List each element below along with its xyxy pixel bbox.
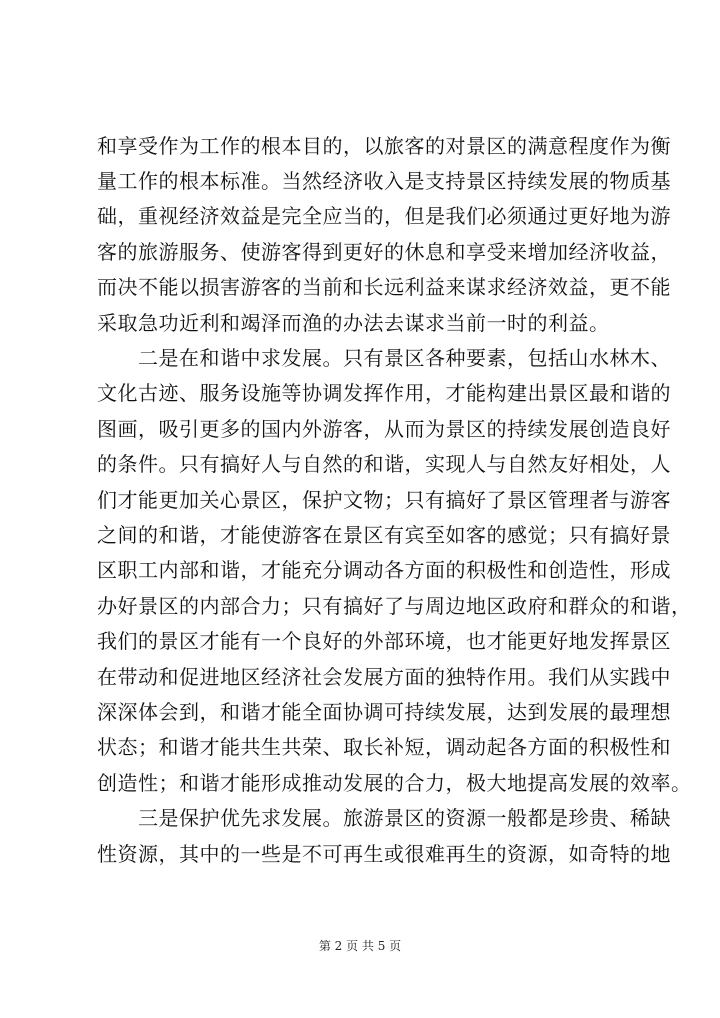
body-line-15: 我们的景区才能有一个良好的外部环境，也才能更好地发挥景区 xyxy=(97,629,671,653)
body-line-21: 性资源，其中的一些是不可再生或很难再生的资源，如奇特的地 xyxy=(97,842,671,866)
body-line-3: 础，重视经济效益是完全应当的，但是我们必须通过更好地为游 xyxy=(97,204,671,228)
body-line-10: 的条件。只有搞好人与自然的和谐，实现人与自然友好相处，人 xyxy=(97,452,671,476)
body-line-11: 们才能更加关心景区，保护文物；只有搞好了景区管理者与游客 xyxy=(97,488,671,512)
page-number-footer: 第 2 页 共 5 页 xyxy=(318,939,402,953)
body-line-17: 深深体会到，和谐才能全面协调可持续发展，达到发展的最理想 xyxy=(97,700,671,724)
body-line-14: 办好景区的内部合力；只有搞好了与周边地区政府和群众的和谐， xyxy=(97,594,692,618)
body-line-2: 量工作的根本标准。当然经济收入是支持景区持续发展的物质基 xyxy=(97,169,671,193)
body-line-5: 而决不能以损害游客的当前和长远利益来谋求经济效益，更不能 xyxy=(97,275,671,299)
body-line-13: 区职工内部和谐，才能充分调动各方面的积极性和创造性，形成 xyxy=(97,558,671,582)
body-line-19: 创造性；和谐才能形成推动发展的合力，极大地提高发展的效率。 xyxy=(97,771,692,795)
body-line-18: 状态；和谐才能共生共荣、取长补短，调动起各方面的积极性和 xyxy=(97,735,671,759)
body-line-7: 二是在和谐中求发展。只有景区各种要素，包括山水林木、 xyxy=(97,346,671,370)
body-line-16: 在带动和促进地区经济社会发展方面的独特作用。我们从实践中 xyxy=(97,665,671,689)
body-line-12: 之间的和谐，才能使游客在景区有宾至如客的感觉；只有搞好景 xyxy=(97,523,671,547)
body-line-6: 采取急功近利和竭泽而渔的办法去谋求当前一时的利益。 xyxy=(97,311,610,335)
body-line-20: 三是保护优先求发展。旅游景区的资源一般都是珍贵、稀缺 xyxy=(97,806,671,830)
body-line-9: 图画，吸引更多的国内外游客，从而为景区的持续发展创造良好 xyxy=(97,417,671,441)
body-line-4: 客的旅游服务、使游客得到更好的休息和享受来增加经济收益， xyxy=(97,240,671,264)
body-line-8: 文化古迹、服务设施等协调发挥作用，才能构建出景区最和谐的 xyxy=(97,381,671,405)
body-line-1: 和享受作为工作的根本目的，以旅客的对景区的满意程度作为衡 xyxy=(97,134,671,158)
